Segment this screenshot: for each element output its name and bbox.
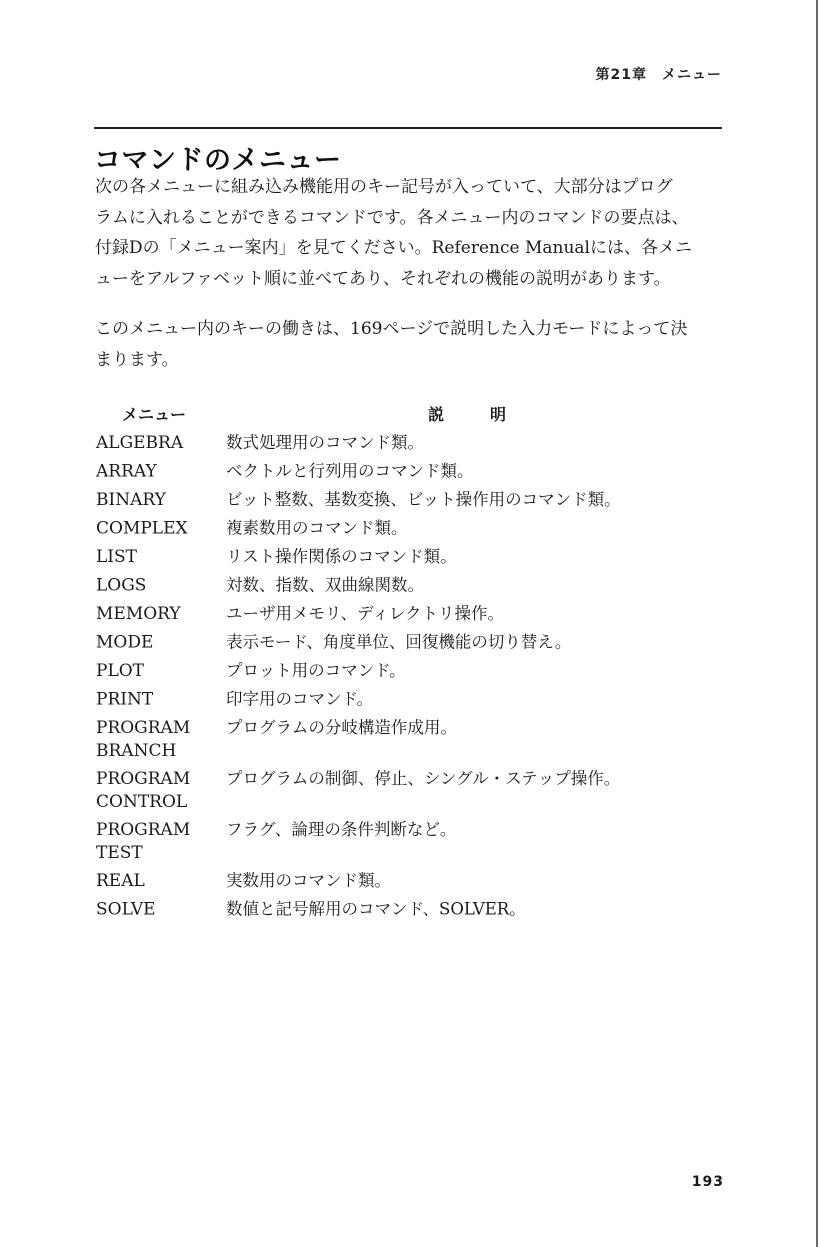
menu-name (96, 432, 221, 455)
menu-description: プログラムの制御、停止、シングル・ステップ操作。 (226, 769, 621, 788)
menu-name (96, 899, 221, 922)
menu-description: 数式処理用のコマンド類。 (226, 433, 424, 452)
intro-line: 次の各メニューに組み込み機能用のキー記号が入っていて、大部分はプログ (95, 177, 673, 197)
menu-name-line: PROGRAM (96, 718, 191, 738)
intro-line: 付録Dの「メニュー案内」を見てください。Reference Manualには、各メニ (95, 238, 692, 258)
menu-name-line: LIST (96, 547, 137, 567)
intro-line: ューをアルファベット順に並べてあり、それぞれの機能の説明があります。 (95, 268, 671, 289)
page-edge (816, 0, 818, 1247)
note-paragraph (95, 314, 725, 375)
section-title: コマンドのメニュー (94, 145, 342, 176)
menu-name (96, 461, 221, 484)
menu-name (96, 689, 221, 712)
menu-name-line: BRANCH (96, 740, 177, 761)
menu-name-line: ALGEBRA (96, 433, 184, 453)
column-header-menu: メニュー (122, 405, 187, 424)
menu-description: ユーザ用メモリ、ディレクトリ操作。 (226, 604, 505, 623)
menu-name-line: PLOT (96, 661, 145, 681)
menu-name-line: PRINT (96, 689, 154, 710)
column-header-description: 説明 (428, 405, 553, 424)
menu-description: ベクトルと行列用のコマンド類。 (226, 461, 474, 481)
running-head: 第21章 メニュー (595, 67, 722, 83)
menu-name (96, 546, 221, 569)
menu-name-line: TEST (96, 842, 143, 863)
table-header (0, 402, 822, 428)
menu-name (96, 575, 221, 598)
menu-name (96, 632, 221, 655)
menu-name (96, 518, 221, 541)
menu-name-line: COMPLEX (96, 518, 188, 539)
menu-description: ビット整数、基数変換、ビット操作用のコマンド類。 (226, 490, 621, 509)
intro-paragraph (95, 172, 725, 294)
menu-description: 表示モード、角度単位、回復機能の切り替え。 (226, 632, 572, 652)
menu-name (96, 660, 221, 683)
menu-name (96, 870, 221, 893)
menu-description: リスト操作関係のコマンド類。 (226, 547, 457, 566)
menu-description: プログラムの分岐構造作成用。 (226, 718, 457, 737)
menu-name-line: CONTROL (96, 791, 188, 812)
menu-description: 複素数用のコマンド類。 (226, 518, 408, 538)
menu-name (96, 603, 221, 626)
menu-name (96, 768, 221, 813)
intro-line: ラムに入れることができるコマンドです。各メニュー内のコマンドの要点は、 (95, 207, 689, 228)
menu-description: 実数用のコマンド類。 (226, 871, 391, 890)
menu-description: フラグ、論理の条件判断など。 (226, 820, 457, 839)
menu-name-line: LOGS (96, 575, 147, 596)
menu-name-line: PROGRAM (96, 769, 191, 789)
menu-description: 数値と記号解用のコマンド、SOLVER。 (226, 899, 526, 919)
heading-rule (94, 127, 722, 129)
menu-name-line: MEMORY (96, 604, 181, 624)
note-line: このメニュー内のキーの働きは、169ページで説明した入力モードによって決 (95, 319, 688, 339)
menu-description: 印字用のコマンド。 (226, 689, 374, 709)
menu-name (96, 489, 221, 512)
menu-name-line: REAL (96, 871, 145, 891)
menu-name-line: MODE (96, 632, 154, 653)
menu-name-line: SOLVE (96, 899, 156, 920)
menu-name-line: ARRAY (96, 461, 157, 482)
menu-name (96, 819, 221, 864)
menu-description: 対数、指数、双曲線関数。 (226, 575, 424, 595)
note-line: まります。 (95, 349, 179, 370)
menu-description: プロット用のコマンド。 (226, 661, 406, 680)
menu-name (96, 717, 221, 762)
menu-name-line: PROGRAM (96, 820, 191, 840)
menu-name-line: BINARY (96, 490, 166, 510)
page-number: 193 (691, 1174, 724, 1190)
